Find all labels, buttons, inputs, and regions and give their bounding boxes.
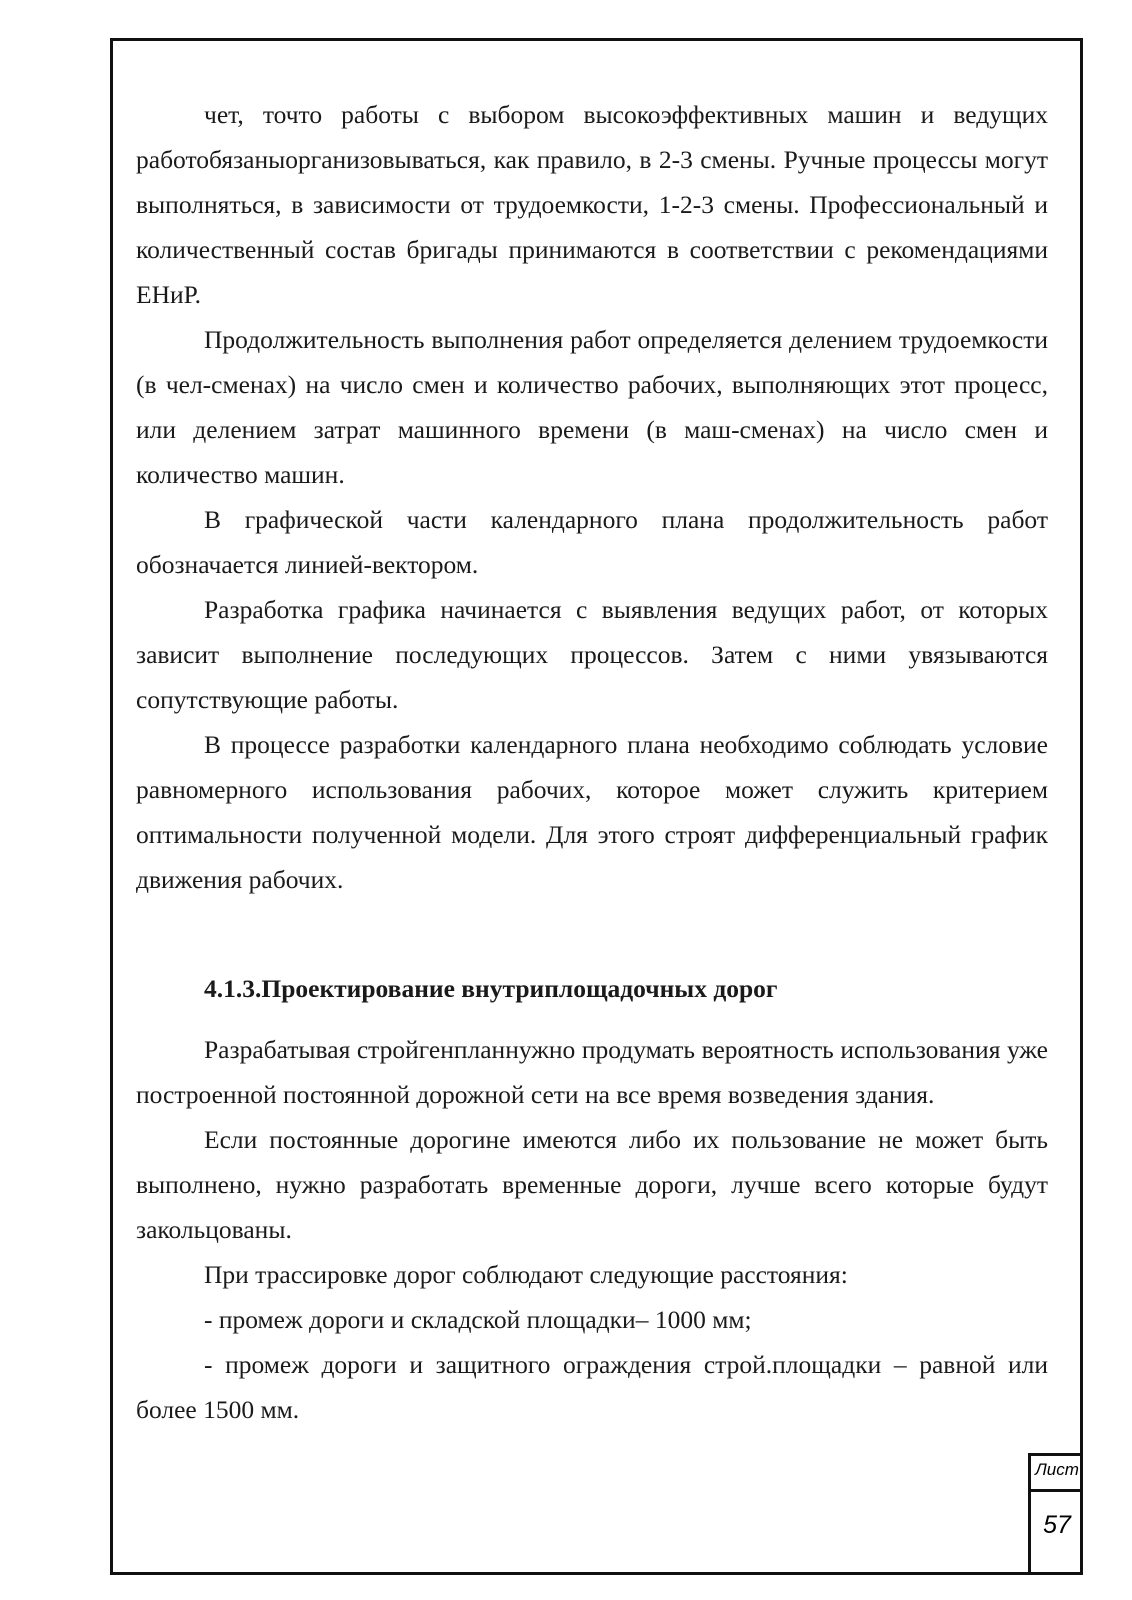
document-body: [136, 92, 1048, 1432]
paragraph: При трассировке дорог соблюдают следующие расстояния:: [204, 1260, 848, 1289]
paragraph: В процессе разработки календарного плана необходимо соблюдать условие равномерного использования рабочих, которое может служить критерием оптимальности полученной модели. Для этого строят дифференциальный график движения рабочих.: [136, 730, 1048, 894]
sheet-stamp: [1028, 1453, 1083, 1575]
paragraph: Разрабатывая стройгенпланнужно продумать вероятность использования уже построенной постоянной дорожной сети на все время возведения здания.: [136, 1035, 1048, 1109]
paragraph: Если постоянные дорогине имеются либо их пользование не может быть выполнено, нужно разработать временные дороги, лучше всего которые будут закольцованы.: [136, 1125, 1048, 1244]
section-heading: 4.1.3.Проектирование внутриплощадочных дорог: [204, 974, 778, 1003]
list-item: - промеж дороги и защитного ограждения строй.площадки – равной или более 1500 мм.: [136, 1350, 1048, 1424]
paragraph: чет, точто работы с выбором высокоэффективных машин и ведущих работобязаныорганизовываться, как правило, в 2-3 смены. Ручные процессы могут выполняться, в зависимости от трудоемкости, 1-2-3 смены. Профессиональный и количественный состав бригады принимаются в соответствии с рекомендациями ЕНиР.: [136, 100, 1048, 309]
list-item: - промеж дороги и складской площадки– 1000 мм;: [204, 1305, 752, 1334]
sheet-number: 57: [1043, 1511, 1071, 1539]
paragraph: Разработка графика начинается с выявления ведущих работ, от которых зависит выполнение последующих процессов. Затем с ними увязываются сопутствующие работы.: [136, 595, 1048, 714]
paragraph: Продолжительность выполнения работ определяется делением трудоемкости (в чел-сменах) на число смен и количество рабочих, выполняющих этот процесс, или делением затрат машинного времени (в маш-сменах) на число смен и количество машин.: [136, 325, 1048, 489]
sheet-label: Лист: [1031, 1453, 1083, 1492]
paragraph: В графической части календарного плана продолжительность работ обозначается линией-вектором.: [136, 505, 1048, 579]
